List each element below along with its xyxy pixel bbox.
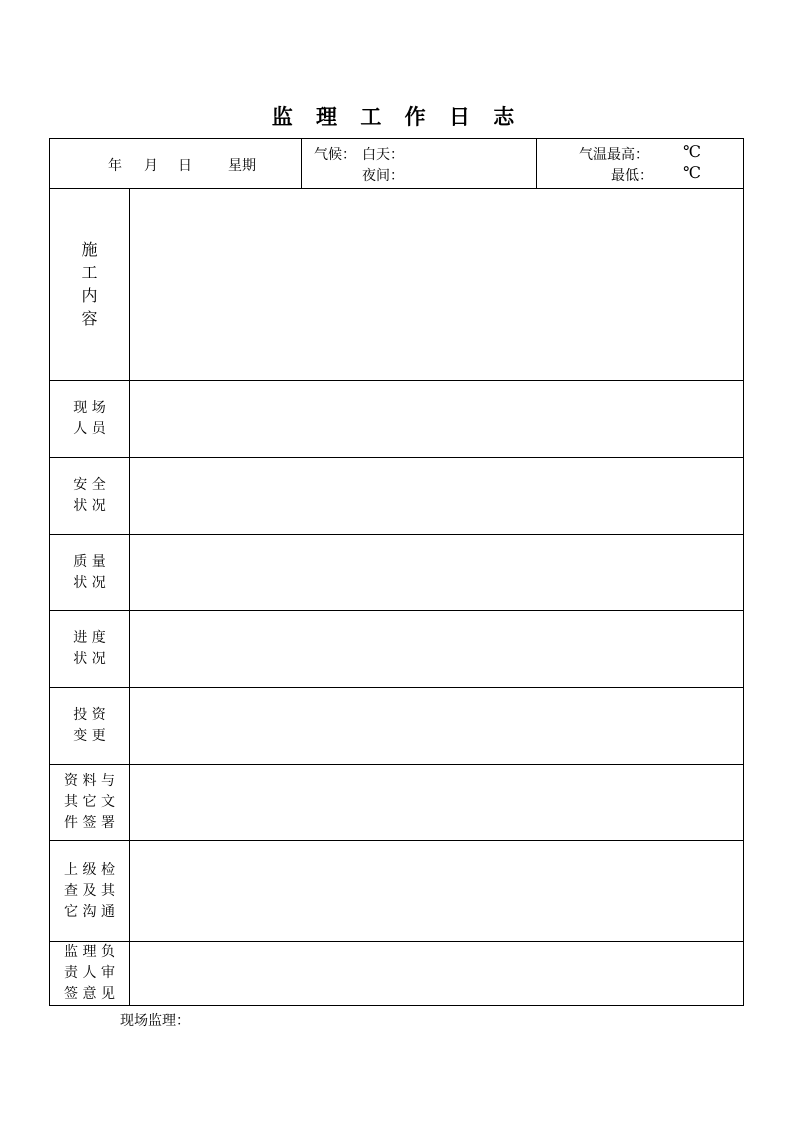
weather-night-label: 夜间： [362, 168, 404, 184]
year-label: 年 [108, 158, 122, 174]
construction-content[interactable] [130, 188, 743, 380]
section-label-cell [50, 688, 130, 764]
section-label-cell [50, 942, 130, 1005]
header-row [50, 139, 743, 189]
section-label: 资 料 与 其 它 文 件 签 署 [64, 773, 115, 831]
date-cell[interactable] [50, 139, 302, 188]
section-safety [50, 458, 743, 535]
section-label-cell [50, 458, 130, 534]
section-personnel [50, 381, 743, 458]
section-construction [50, 188, 743, 381]
review-content[interactable] [130, 942, 743, 1005]
safety-content[interactable] [130, 458, 743, 534]
weather-label: 气候： [314, 147, 356, 163]
section-label: 现 场 人 员 [73, 400, 106, 437]
section-label-cell [50, 188, 130, 380]
section-progress [50, 611, 743, 688]
section-label: 进 度 状 况 [73, 630, 106, 667]
section-documents [50, 765, 743, 841]
documents-content[interactable] [130, 765, 743, 840]
investment-content[interactable] [130, 688, 743, 764]
section-label-cell [50, 765, 130, 840]
progress-content[interactable] [130, 611, 743, 687]
weather-day-label: 白天： [362, 147, 404, 163]
temp-low-label: 最低： [611, 168, 653, 184]
section-label-cell [50, 841, 130, 941]
section-review [50, 942, 743, 1005]
section-investment [50, 688, 743, 765]
section-label-cell [50, 535, 130, 610]
supervisor-signature-label: 现场监理： [120, 1013, 190, 1029]
temperature-cell[interactable] [537, 139, 743, 188]
section-label-cell [50, 381, 130, 457]
personnel-content[interactable] [130, 381, 743, 457]
section-inspection [50, 841, 743, 942]
section-label: 质 量 状 况 [73, 553, 106, 591]
month-label: 月 [144, 158, 158, 174]
day-label: 日 [178, 158, 192, 174]
section-label-cell [50, 611, 130, 687]
temp-high-label: 气温最高： [579, 147, 649, 163]
temp-high-unit: ℃ [683, 142, 701, 161]
weekday-label: 星期 [228, 158, 256, 174]
temp-low-unit: ℃ [683, 163, 701, 182]
section-quality [50, 535, 743, 611]
section-label: 安 全 状 况 [73, 477, 106, 514]
section-label: 上 级 检 查 及 其 它 沟 通 [64, 861, 115, 920]
inspection-content[interactable] [130, 841, 743, 941]
page-title: 监 理 工 作 日 志 [271, 104, 523, 129]
section-label: 监 理 负 责 人 审 签 意 见 [64, 944, 115, 1002]
weather-cell[interactable] [302, 139, 537, 188]
section-label: 投 资 变 更 [73, 707, 106, 744]
quality-content[interactable] [130, 535, 743, 610]
log-table [49, 138, 744, 1006]
section-label: 施 工 内 容 [81, 240, 98, 328]
